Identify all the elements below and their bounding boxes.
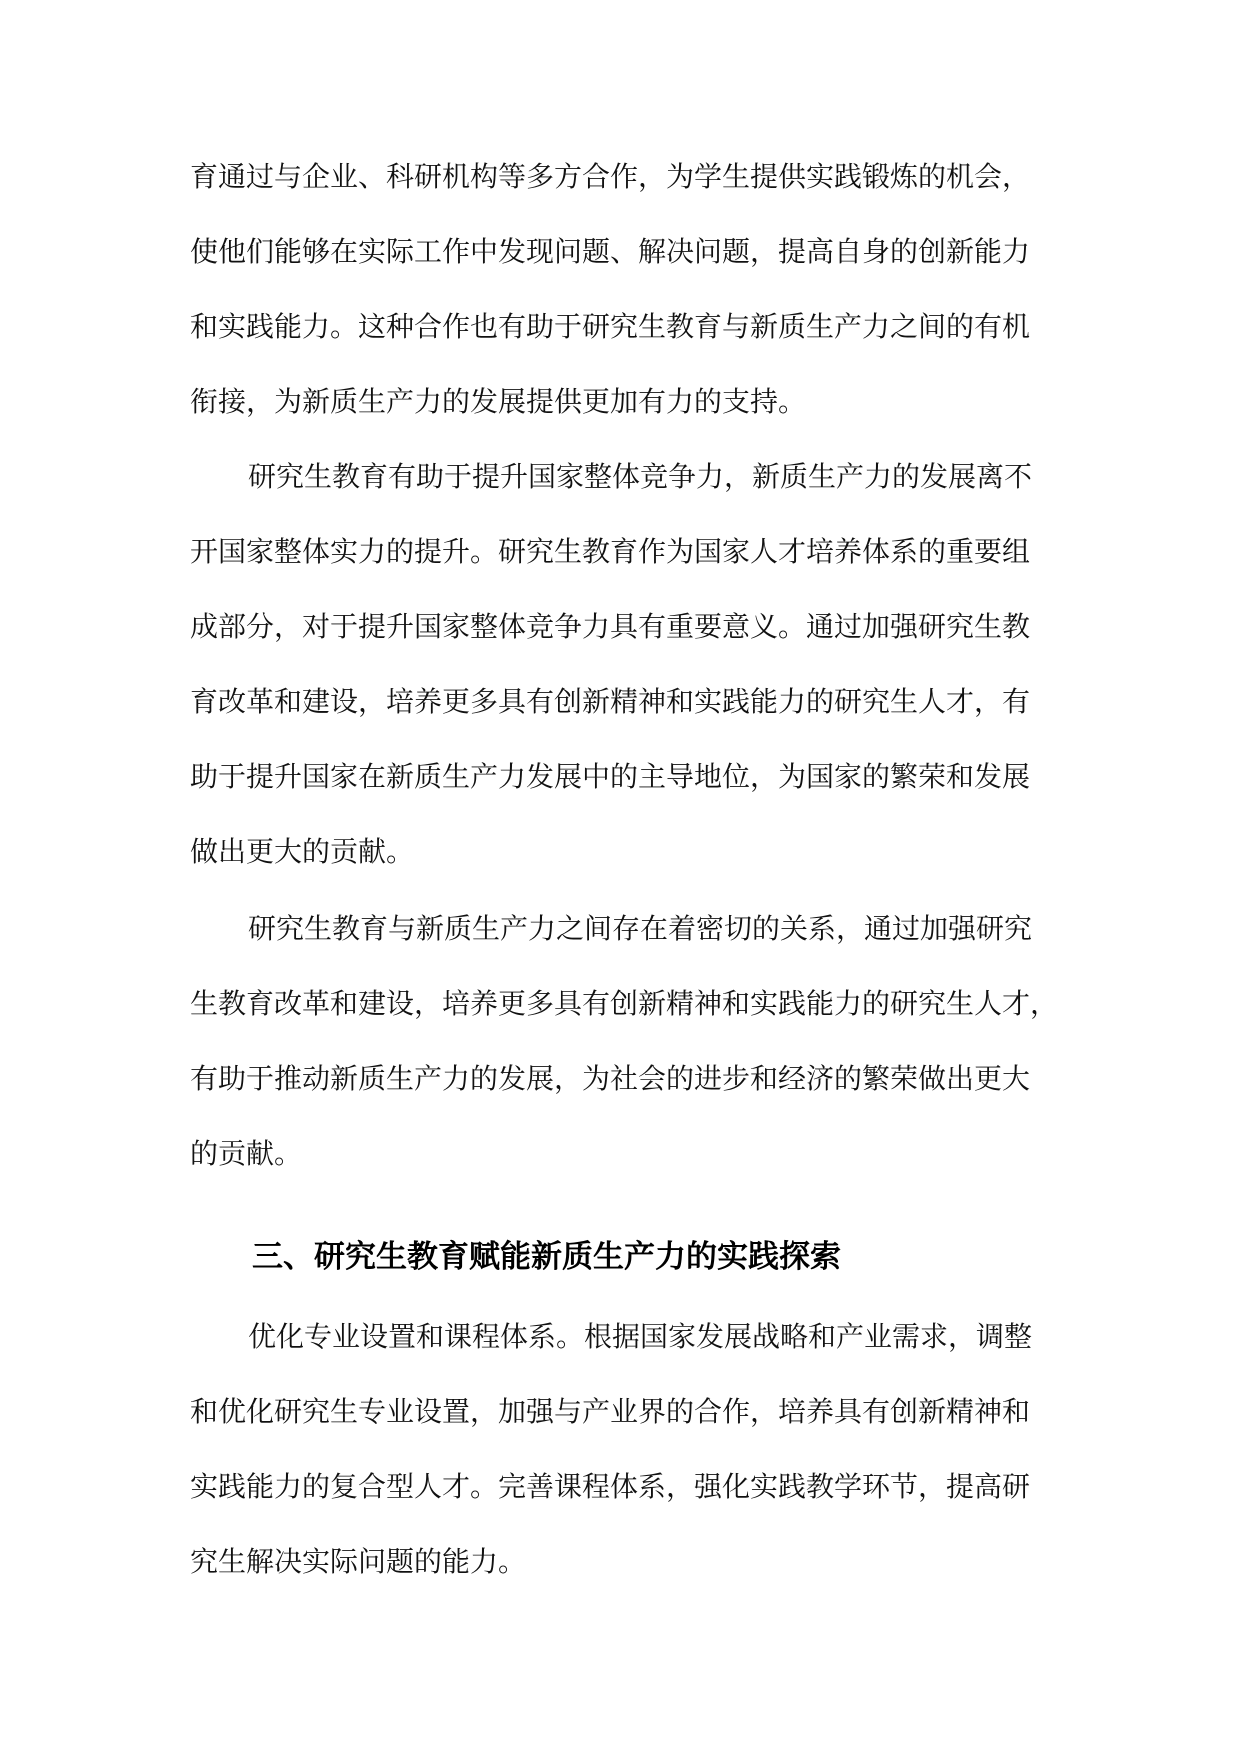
text-line: 使他们能够在实际工作中发现问题、解决问题，提高自身的创新能力 — [190, 235, 1031, 268]
text-line: 的贡献。 — [190, 1137, 303, 1170]
text-line: 成部分，对于提升国家整体竞争力具有重要意义。通过加强研究生教 — [190, 610, 1031, 643]
text-line: 助于提升国家在新质生产力发展中的主导地位，为国家的繁荣和发展 — [190, 760, 1031, 793]
text-line: 育改革和建设，培养更多具有创新精神和实践能力的研究生人才，有 — [190, 685, 1031, 718]
text-line: 研究生教育与新质生产力之间存在着密切的关系，通过加强研究 — [248, 912, 1033, 945]
text-line: 育通过与企业、科研机构等多方合作，为学生提供实践锻炼的机会， — [190, 160, 1031, 193]
text-line: 优化专业设置和课程体系。根据国家发展战略和产业需求，调整 — [248, 1320, 1033, 1353]
text-line: 和优化研究生专业设置，加强与产业界的合作，培养具有创新精神和 — [190, 1395, 1031, 1428]
text-line: 开国家整体实力的提升。研究生教育作为国家人才培养体系的重要组 — [190, 535, 1031, 568]
text-line: 做出更大的贡献。 — [190, 835, 415, 868]
text-line: 和实践能力。这种合作也有助于研究生教育与新质生产力之间的有机 — [190, 310, 1031, 343]
section-heading: 三、研究生教育赋能新质生产力的实践探索 — [252, 1239, 841, 1275]
text-line: 有助于推动新质生产力的发展，为社会的进步和经济的繁荣做出更大 — [190, 1062, 1031, 1095]
text-line: 研究生教育有助于提升国家整体竞争力，新质生产力的发展离不 — [248, 460, 1033, 493]
text-line: 究生解决实际问题的能力。 — [190, 1545, 527, 1578]
text-line: 衔接，为新质生产力的发展提供更加有力的支持。 — [190, 385, 807, 418]
text-line: 实践能力的复合型人才。完善课程体系，强化实践教学环节，提高研 — [190, 1470, 1031, 1503]
text-line: 生教育改革和建设，培养更多具有创新精神和实践能力的研究生人才， — [190, 987, 1059, 1020]
